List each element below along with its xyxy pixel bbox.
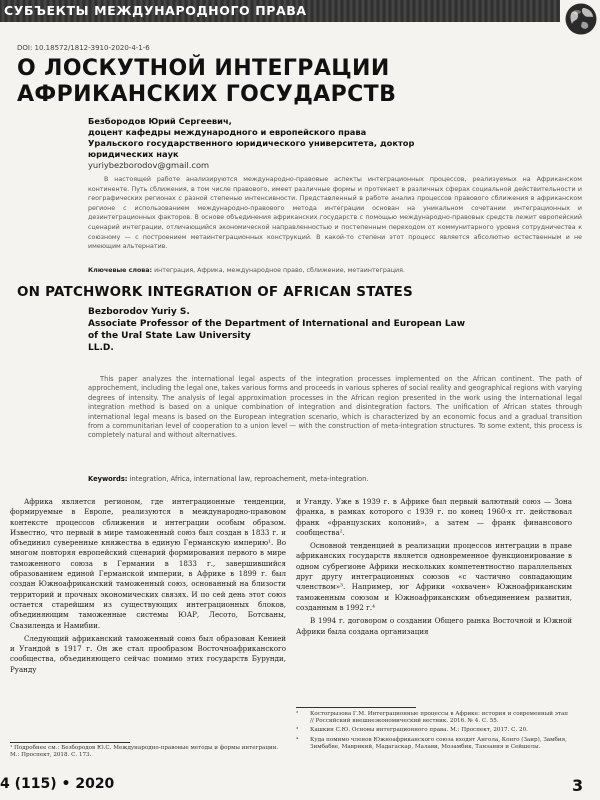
body-paragraph: Африка является регионом, где интеграционные тенденции, формируемые в Европе, реализуются в международно-правовом контексте процессов сближения и интеграции особым образом. Известно, что первый в мире таможенный союз был создан в 1833 г. и объединил суверенные княжества в единую Германскую империю¹. Во многом повторяя европейский сценарий формирования первого в мире таможенного союза в Германии в 1833 г., завершившийся образованием единой Германской империи, в Африке в 1899 г. был создан Южноафриканский таможенный союз, основанный на близости территорий и прочных экономических связях. И по сей день этот союз остается старейшим из существующих интеграционных блоков, объединяющим таможенные системы ЮАР, Лесото, Ботсваны, Свазиленда и Намибии. (10, 497, 286, 630)
body-paragraph: Основной тенденцией в реализации процессов интеграции в праве африканских государств является одновременное функционирование в одном субрегионе Африки нескольких компетентностно параллельных друг другу интеграционных союзов «с частично совпадающим членством»³. Например, юг Африки «охвачен» Южноафриканским таможенным союзом и Южноафриканским объединением развития, созданным в 1992 г.⁴ (296, 541, 572, 612)
author-email[interactable]: yuriybezborodov@gmail.com (88, 160, 210, 170)
footnote-left: ¹ Подробнее см.: Безбородов Ю.С. Международно-правовые методы и формы интеграции. М.: Проспект, 2018. С. 173. (10, 745, 279, 759)
author-name-ru: Безбородов Юрий Сергеевич, (88, 116, 232, 126)
author-position-ru: доцент кафедры международного и европейского права Уральского государственного юридического университета, доктор юридических наук (88, 127, 415, 159)
doi-label: DOI: 10.18572/1812-3910-2020-4-1-6 (17, 44, 150, 52)
keywords-text-en: integration, Africa, international law, reproachement, meta-integration. (129, 475, 369, 483)
section-header-band (0, 0, 560, 22)
keywords-label-en: Keywords: (88, 475, 128, 483)
footnote (296, 727, 572, 734)
body-column-right (296, 497, 572, 697)
abstract-en: This paper analyzes the international legal aspects of the integration processes implemented on the African continent. The path of approchement, including the legal one, takes various forms and proceeds in various spheres of social reality and geographical regions with varying degrees of intensity. The analysis of legal approximation processes in the African region presented in the work using the international legal integration method is based on a unique combination of integration and disintegration factors. The unification of African states through international legal means is based on the European integration scenario, which is characterized by an economic focus and a gradual transition from a communitarian level of cooperation to a union level — with the construction of meta-integration structures. To some extent, this process is completely natural and without alternatives. (88, 375, 582, 440)
author-block-ru (88, 116, 418, 171)
keywords-label-ru: Ключевые слова: (88, 267, 153, 274)
author-degree-en: LL.D. (88, 343, 114, 353)
footnote-number: ³ (296, 727, 299, 734)
footnotes-right (296, 711, 572, 753)
keywords-ru (88, 266, 582, 275)
footnote-text: Куда помимо членов Южноафриканского союза входят Ангола, Конго (Заир), Замбия, Зимбабве, Маврикий, Мадагаскар, Малави, Мозамбик, Танзания и Сейшелы. (310, 736, 567, 750)
author-name-en: Bezborodov Yuriy S. (88, 307, 190, 317)
article-title-en: ON PATCHWORK INTEGRATION OF AFRICAN STATES (17, 284, 413, 300)
footnote (296, 711, 572, 725)
author-position-en-1: Associate Professor of the Department of International and European Law (88, 319, 466, 329)
body-paragraph: В 1994 г. договором о создании Общего рынка Восточной и Южной Африки была создана организация (296, 616, 572, 636)
keywords-text-ru: интеграция, Африка, международное право, сближение, метаинтеграция. (154, 267, 405, 274)
section-title: СУБЪЕКТЫ МЕЖДУНАРОДНОГО ПРАВА (4, 3, 307, 18)
footnote-text: Костогрызова Г.М. Интеграционные процессы в Африке: история и современный этап // Российский внешнеэкономический вестник. 2016. № 4. С. 55. (310, 711, 569, 725)
body-paragraph: и Уганду. Уже в 1939 г. в Африке был первый валютный союз — Зона франка, в рамках которого с 1939 г. по конец 1960-х гг. действовал франк «французских колоний», а затем — франк финансового сообщества². (296, 497, 572, 537)
footnote-text: Кашкин С.Ю. Основы интеграционного права. М.: Проспект, 2017. С. 20. (310, 727, 528, 734)
globe-icon (564, 2, 598, 36)
footnote-number: ² (296, 711, 299, 717)
footnote (296, 737, 572, 751)
body-column-left (10, 497, 286, 739)
footnote-divider (10, 742, 130, 743)
keywords-en (88, 475, 582, 484)
footnote-divider (296, 707, 416, 708)
author-position-en-2: of the Ural State Law University (88, 331, 251, 341)
article-title-ru: О ЛОСКУТНОЙ ИНТЕГРАЦИИ АФРИКАНСКИХ ГОСУДАРСТВ (17, 56, 397, 107)
footnote-number: ⁴ (296, 736, 299, 743)
abstract-ru: В настоящей работе анализируются международно-правовые аспекты интеграционных процессов, реализуемых на Африканском континенте. Путь сближения, в том числе правового, имеет различные формы и протекает в различных сферах социальной действительности и географических регионах с разной степенью интенсивности. Представленный в работе анализ процессов правового сближения в африканском регионе с использованием международно-правового метода интеграции основан на уникальном сочетании интеграционных и дезинтеграционных факторов. В основе объединения африканских государств с помощью международно-правовых средств лежит европейский сценарий интеграции, отличающийся экономической направленностью и постепенным переходом от коммунитарного уровня сотрудничества к союзному — с построением метаинтеграционных конструкций. В какой-то степени этот процесс является абсолютно естественным и не имеющим альтернатив. (88, 176, 582, 251)
author-block-en (88, 306, 508, 354)
body-paragraph: Следующий африканский таможенный союз был образован Кенией и Угандой в 1917 г. Он же стал прообразом Восточноафриканского сообщества, объединяющего сейчас помимо этих государств Бурунди, Руанду (10, 633, 286, 674)
issue-number: 4 (115) • 2020 (0, 776, 115, 792)
page-number: 3 (572, 776, 584, 795)
